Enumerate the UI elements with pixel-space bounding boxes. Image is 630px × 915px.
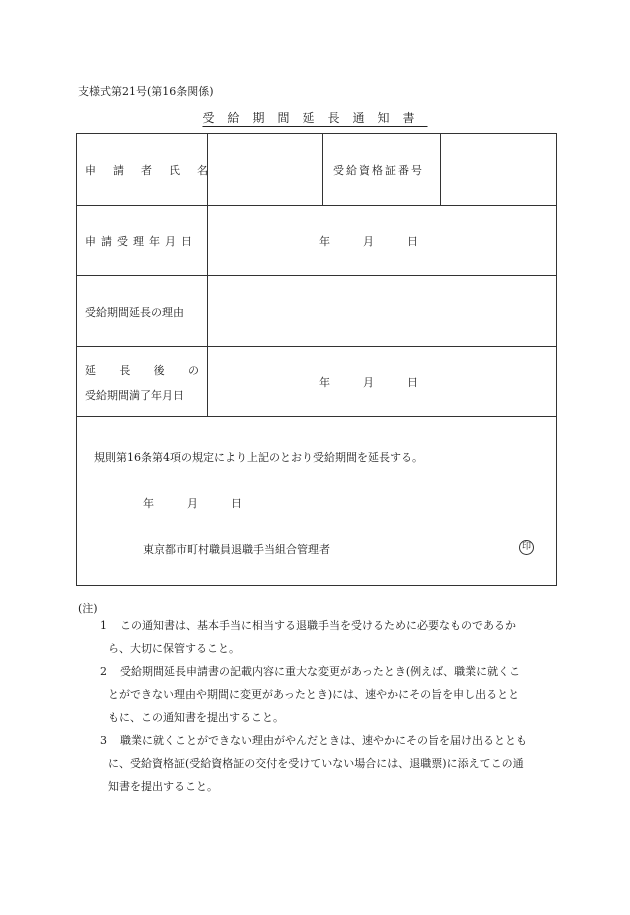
reason-field[interactable] xyxy=(208,276,556,346)
extended-label-line1: 延 長 後 の xyxy=(85,364,199,377)
statement-month: 月 xyxy=(187,497,198,510)
certificate-number-label: 受給資格証番号 xyxy=(333,164,424,177)
note-item-3: 3 職業に就くことができない理由がやんだときは、速やかにその旨を届け出るととも に、受給資格証(受給資格証の交付を受けていない場合には、退職票)に添えてこの通 知書を提出すること。 xyxy=(100,734,527,793)
form-number-label: 支様式第21号(第16条関係) xyxy=(78,85,214,98)
form-table xyxy=(76,133,557,586)
extended-day: 日 xyxy=(407,376,418,389)
extended-label-line2: 受給期間満了年月日 xyxy=(85,389,184,402)
received-date-label: 申請受理年月日 xyxy=(85,235,197,248)
applicant-name-label: 申請者氏名 xyxy=(85,164,225,177)
notes-heading: (注) xyxy=(78,602,98,615)
statement-text: 規則第16条第4項の規定により上記のとおり受給期間を延長する。 xyxy=(94,451,423,464)
reason-label: 受給期間延長の理由 xyxy=(85,306,184,319)
note-item-2: 2 受給期間延長申請書の記載内容に重大な変更があったとき(例えば、職業に就くこ とができない理由や期間に変更があったとき)には、速やかにその旨を申し出るとと もに、この通知書を提出すること。 xyxy=(100,665,521,724)
received-month: 月 xyxy=(363,235,374,248)
seal-mark: 印 xyxy=(519,539,534,555)
received-day: 日 xyxy=(407,235,418,248)
certificate-number-field[interactable] xyxy=(441,135,555,205)
extended-month: 月 xyxy=(363,376,374,389)
statement-date[interactable] xyxy=(143,495,242,511)
issuer-name: 東京都市町村職員退職手当組合管理者 xyxy=(143,543,330,556)
statement-year: 年 xyxy=(143,497,154,510)
note-item-1: 1 この通知書は、基本手当に相当する退職手当を受けるために必要なものであるか ら、大切に保管すること。 xyxy=(100,619,516,655)
document-title: 受給期間延長通知書 xyxy=(202,111,428,125)
extended-date-value[interactable] xyxy=(319,374,418,390)
extended-year: 年 xyxy=(319,376,330,389)
statement-day: 日 xyxy=(231,497,242,510)
applicant-name-field[interactable] xyxy=(208,135,322,205)
received-date-value[interactable] xyxy=(319,233,418,249)
received-year: 年 xyxy=(319,235,330,248)
